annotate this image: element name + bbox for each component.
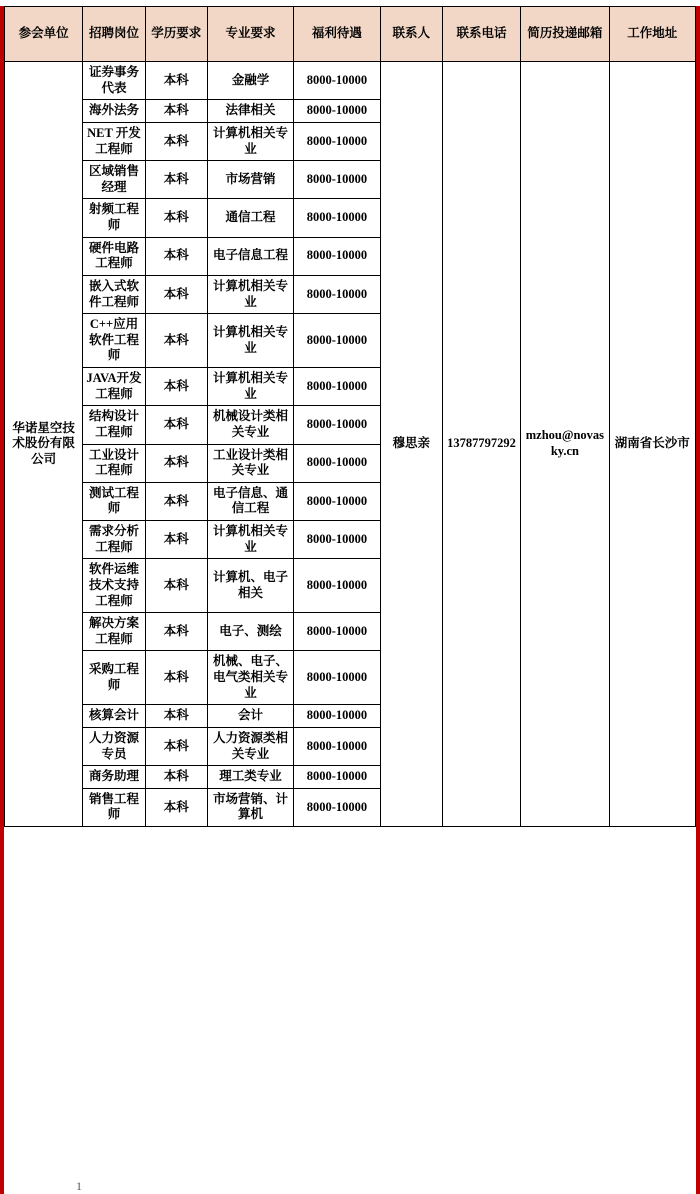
cell-major: 法律相关 xyxy=(207,100,293,123)
cell-education: 本科 xyxy=(145,122,207,160)
cell-education: 本科 xyxy=(145,406,207,444)
cell-address: 湖南省长沙市 xyxy=(609,62,695,827)
cell-position: 区域销售经理 xyxy=(83,161,145,199)
cell-salary: 8000-10000 xyxy=(294,521,380,559)
cell-salary: 8000-10000 xyxy=(294,199,380,237)
table-body xyxy=(5,62,696,827)
cell-major: 计算机、电子相关 xyxy=(207,559,293,613)
cell-education: 本科 xyxy=(145,651,207,705)
cell-salary: 8000-10000 xyxy=(294,559,380,613)
cell-education: 本科 xyxy=(145,788,207,826)
column-header-email: 简历投递邮箱 xyxy=(521,7,609,62)
cell-position: 核算会计 xyxy=(83,705,145,728)
cell-major: 市场营销、计算机 xyxy=(207,788,293,826)
cell-position: 硬件电路工程师 xyxy=(83,237,145,275)
cell-salary: 8000-10000 xyxy=(294,406,380,444)
cell-phone: 13787797292 xyxy=(442,62,520,827)
cell-major: 会计 xyxy=(207,705,293,728)
cell-salary: 8000-10000 xyxy=(294,766,380,789)
cell-major: 电子、测绘 xyxy=(207,613,293,651)
cell-salary: 8000-10000 xyxy=(294,705,380,728)
column-header-education: 学历要求 xyxy=(145,7,207,62)
cell-education: 本科 xyxy=(145,727,207,765)
cell-contact: 穆思亲 xyxy=(380,62,442,827)
cell-position: 需求分析工程师 xyxy=(83,521,145,559)
cell-education: 本科 xyxy=(145,199,207,237)
cell-position: 采购工程师 xyxy=(83,651,145,705)
column-header-salary: 福利待遇 xyxy=(294,7,380,62)
cell-position: 证券事务代表 xyxy=(83,62,145,100)
column-header-address: 工作地址 xyxy=(609,7,695,62)
document-page xyxy=(0,6,700,1194)
cell-major: 工业设计类相关专业 xyxy=(207,444,293,482)
cell-salary: 8000-10000 xyxy=(294,444,380,482)
cell-education: 本科 xyxy=(145,559,207,613)
cell-major: 理工类专业 xyxy=(207,766,293,789)
cell-major: 人力资源类相关专业 xyxy=(207,727,293,765)
cell-position: 结构设计工程师 xyxy=(83,406,145,444)
cell-salary: 8000-10000 xyxy=(294,727,380,765)
cell-salary: 8000-10000 xyxy=(294,161,380,199)
table-row xyxy=(5,62,696,100)
cell-position: JAVA开发工程师 xyxy=(83,368,145,406)
cell-salary: 8000-10000 xyxy=(294,62,380,100)
cell-education: 本科 xyxy=(145,237,207,275)
cell-major: 计算机相关专业 xyxy=(207,314,293,368)
cell-position: 人力资源专员 xyxy=(83,727,145,765)
cell-salary: 8000-10000 xyxy=(294,482,380,520)
cell-salary: 8000-10000 xyxy=(294,651,380,705)
cell-company: 华诺星空技术股份有限公司 xyxy=(5,62,83,827)
recruitment-table xyxy=(4,6,696,827)
cell-position: 软件运维技术支持工程师 xyxy=(83,559,145,613)
column-header-phone: 联系电话 xyxy=(442,7,520,62)
column-header-position: 招聘岗位 xyxy=(83,7,145,62)
cell-major: 市场营销 xyxy=(207,161,293,199)
cell-position: 销售工程师 xyxy=(83,788,145,826)
cell-major: 金融学 xyxy=(207,62,293,100)
cell-education: 本科 xyxy=(145,521,207,559)
cell-salary: 8000-10000 xyxy=(294,122,380,160)
cell-salary: 8000-10000 xyxy=(294,237,380,275)
page-mark: 1 xyxy=(76,1179,82,1193)
cell-education: 本科 xyxy=(145,161,207,199)
cell-education: 本科 xyxy=(145,766,207,789)
cell-salary: 8000-10000 xyxy=(294,100,380,123)
cell-major: 计算机相关专业 xyxy=(207,275,293,313)
cell-salary: 8000-10000 xyxy=(294,613,380,651)
cell-education: 本科 xyxy=(145,368,207,406)
cell-major: 计算机相关专业 xyxy=(207,521,293,559)
cell-major: 计算机相关专业 xyxy=(207,122,293,160)
cell-position: NET 开发工程师 xyxy=(83,122,145,160)
cell-salary: 8000-10000 xyxy=(294,368,380,406)
column-header-contact: 联系人 xyxy=(380,7,442,62)
cell-position: 嵌入式软件工程师 xyxy=(83,275,145,313)
cell-major: 通信工程 xyxy=(207,199,293,237)
cell-position: 商务助理 xyxy=(83,766,145,789)
cell-education: 本科 xyxy=(145,275,207,313)
cell-position: 射频工程师 xyxy=(83,199,145,237)
cell-salary: 8000-10000 xyxy=(294,314,380,368)
cell-education: 本科 xyxy=(145,613,207,651)
cell-salary: 8000-10000 xyxy=(294,788,380,826)
cell-position: C++应用软件工程师 xyxy=(83,314,145,368)
cell-major: 计算机相关专业 xyxy=(207,368,293,406)
cell-major: 电子信息工程 xyxy=(207,237,293,275)
cell-major: 机械设计类相关专业 xyxy=(207,406,293,444)
table-header xyxy=(5,7,696,62)
cell-education: 本科 xyxy=(145,705,207,728)
cell-education: 本科 xyxy=(145,100,207,123)
cell-major: 机械、电子、电气类相关专业 xyxy=(207,651,293,705)
cell-education: 本科 xyxy=(145,444,207,482)
cell-position: 解决方案工程师 xyxy=(83,613,145,651)
cell-position: 海外法务 xyxy=(83,100,145,123)
cell-position: 工业设计工程师 xyxy=(83,444,145,482)
cell-education: 本科 xyxy=(145,482,207,520)
cell-salary: 8000-10000 xyxy=(294,275,380,313)
column-header-company: 参会单位 xyxy=(5,7,83,62)
cell-position: 测试工程师 xyxy=(83,482,145,520)
cell-education: 本科 xyxy=(145,62,207,100)
cell-major: 电子信息、通信工程 xyxy=(207,482,293,520)
cell-email: mzhou@novasky.cn xyxy=(521,62,609,827)
cell-education: 本科 xyxy=(145,314,207,368)
column-header-major: 专业要求 xyxy=(207,7,293,62)
table-header-row xyxy=(5,7,696,62)
